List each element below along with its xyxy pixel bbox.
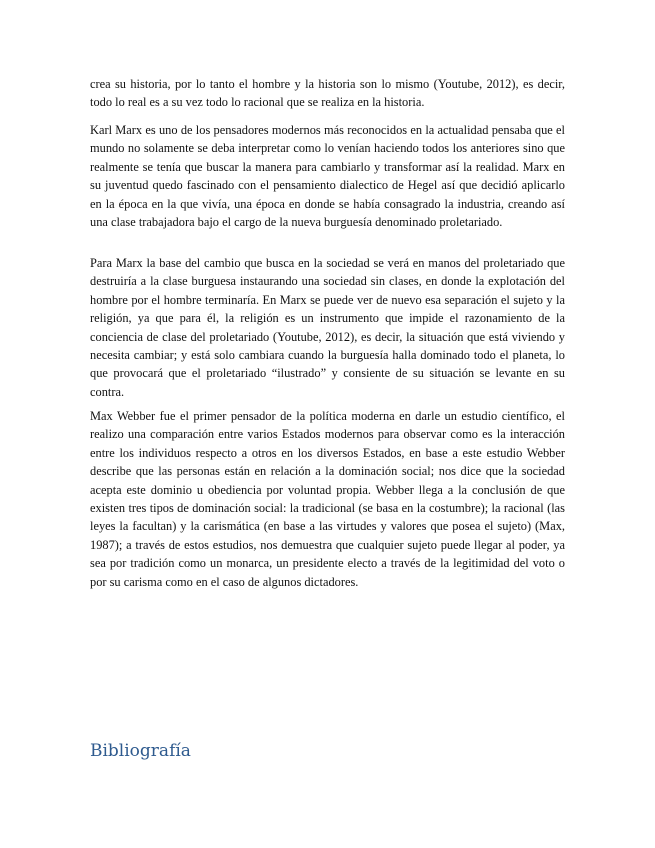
paragraph-text: Karl Marx es uno de los pensadores modernos más reconocidos en la actualidad pensaba que el mundo no solamente se deba interpretar como lo venían haciendo todos los anteriores sino que realmente se tenía que buscar la manera para cambiarlo y transformar así la realidad. Marx en su juventud quedo fascinado con el pensamiento dialectico de Hegel así que decidió aplicarlo en la época en la que vivía, una época en donde se había consagrado la industria, creando así una clase trabajadora bajo el cargo de la nueva burguesía denominado proletariado. (90, 123, 565, 230)
bibliography-heading: Bibliografía (90, 741, 191, 761)
paragraph-marx-proletariado (90, 254, 565, 401)
paragraph-text: Max Webber fue el primer pensador de la política moderna en darle un estudio científico, el realizo una comparación entre varios Estados modernos para observar como es la interacción entre los individuos respecto a otros en los diversos Estados, en base a este estudio Webber describe que las personas están en relación a la dominación social; nos dice que la sociedad acepta este dominio u obediencia por voluntad propia. Webber llega a la conclusión de que existen tres tipos de dominación social: la tradicional (se basa en la costumbre); la racional (las leyes la facultan) y la carismática (en base a las virtudes y valores que posea el sujeto) (Max, 1987); a través de estos estudios, nos demuestra que cualquier sujeto puede llegar al poder, ya sea por tradición como un monarca, un presidente electo a través de la legitimidad del voto o por su carisma como en el caso de algunos dictadores. (90, 409, 565, 589)
paragraph-karl-marx (90, 121, 565, 231)
paragraph-text: crea su historia, por lo tanto el hombre y la historia son lo mismo (Youtube, 2012), es decir, todo lo real es a su vez todo lo racional que se realiza en la historia. (90, 77, 565, 110)
paragraph-max-webber (90, 407, 565, 591)
paragraph-historia (90, 75, 565, 112)
paragraph-text: Para Marx la base del cambio que busca en la sociedad se verá en manos del proletariado que destruiría a la clase burguesa instaurando una sociedad sin clases, en donde la explotación del hombre por el hombre terminaría. En Marx se puede ver de nuevo esa separación el sujeto y la religión, ya que para él, la religión es un instrumento que impide el razonamiento de la conciencia de clase del proletariado (Youtube, 2012), es decir, la situación que está viviendo y necesita cambiar; y está solo cambiara cuando la burguesía halla dominado todo el planeta, lo que provocará que el proletariado “ilustrado” y consiente de su situación se levante en su contra. (90, 256, 565, 399)
